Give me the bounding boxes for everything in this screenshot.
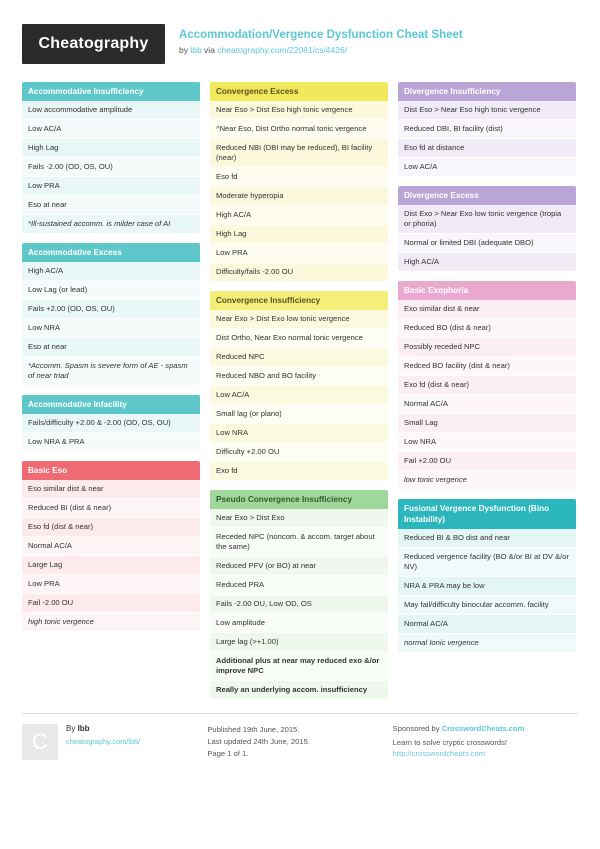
byline — [179, 45, 463, 55]
page-header — [22, 24, 578, 68]
table-row: Possibly receded NPC — [398, 338, 576, 357]
table-row: High AC/A — [210, 206, 388, 225]
table-row: Eso similar dist & near — [22, 480, 200, 499]
cheatography-logo: Cheatography — [22, 24, 165, 64]
card-title: Basic Eso — [22, 461, 200, 480]
table-row: Reduced PFV (or BO) at near — [210, 557, 388, 576]
card-title: Convergence Excess — [210, 82, 388, 101]
table-row: Dist Exo > Near Exo low tonic vergence (tropia or phoria) — [398, 205, 576, 234]
table-row: Difficulty/fails -2.00 OU — [210, 263, 388, 281]
table-row: Reduced NBO and BO facility — [210, 367, 388, 386]
table-row: Reduced NBI (DBI may be reduced), BI facility (near) — [210, 139, 388, 168]
card-title: Accommodative Insufficiency — [22, 82, 200, 101]
card-title: Basic Exophoria — [398, 281, 576, 300]
byline-prefix: by — [179, 45, 191, 55]
table-row: Eso fd (dist & near) — [22, 518, 200, 537]
table-row: Eso at near — [22, 338, 200, 357]
table-row: Exo similar dist & near — [398, 300, 576, 319]
table-row: Eso fd at distance — [398, 139, 576, 158]
footer-author: lbb — [77, 724, 90, 733]
card-convergence-insufficiency — [210, 291, 388, 480]
table-row: Low NRA — [398, 433, 576, 452]
table-row: Large Lag — [22, 556, 200, 575]
table-row: Fails/difficulty +2.00 & -2.00 (OD, OS, OU) — [22, 414, 200, 433]
footer-sponsor-line — [393, 724, 568, 733]
table-row: NRA & PRA may be low — [398, 577, 576, 596]
byline-via: via — [201, 45, 218, 55]
table-row-note: *Ill-sustained accomm. is milder case of AI — [22, 215, 200, 233]
table-row: ^Near Eso, Dist Ortho normal tonic vergence — [210, 120, 388, 139]
card-title: Accommodative Infacility — [22, 395, 200, 414]
card-title: Convergence Insufficiency — [210, 291, 388, 310]
card-title: Divergence Insufficiency — [398, 82, 576, 101]
table-row: High AC/A — [398, 253, 576, 271]
author-link[interactable]: lbb — [190, 45, 202, 55]
card-pseudo-convergence-insufficiency — [210, 490, 388, 699]
table-row-highlight: Additional plus at near may reduced exo &/or improve NPC — [210, 652, 388, 681]
table-row: Reduced PRA — [210, 576, 388, 595]
table-row: Difficulty +2.00 OU — [210, 443, 388, 462]
footer-author-text — [66, 724, 140, 746]
footer-sponsor-prefix: Sponsored by — [392, 724, 442, 733]
table-row: Low PRA — [210, 244, 388, 263]
table-row: High Lag — [210, 225, 388, 244]
table-row: Normal AC/A — [22, 537, 200, 556]
table-row: Low PRA — [22, 177, 200, 196]
table-row: Fail -2.00 OU — [22, 594, 200, 613]
table-row: Low accommodative amplitude — [22, 101, 200, 120]
column-3 — [398, 82, 576, 652]
table-row: Reduced BI & BO dist and near — [398, 529, 576, 548]
column-2 — [210, 82, 388, 699]
table-row-note: low tonic vergence — [398, 471, 576, 489]
card-title: Accommodative Excess — [22, 243, 200, 262]
table-row-note: *Accomm. Spasm is severe form of AE - spasm of near triad — [22, 357, 200, 385]
table-row: Reduced BI (dist & near) — [22, 499, 200, 518]
table-row: Normal AC/A — [398, 615, 576, 634]
footer-sponsor-tagline: Learn to solve cryptic crosswords! — [392, 738, 508, 747]
footer-sponsor-brand: CrosswordCheats.com — [441, 724, 525, 733]
table-row: Low AC/A — [22, 120, 200, 139]
footer-publish-block — [207, 724, 382, 760]
table-row: Near Exo > Dist Exo low tonic vergence — [210, 310, 388, 329]
table-row: Fail +2.00 OU — [398, 452, 576, 471]
card-accommodative-insufficiency — [22, 82, 200, 233]
table-row: Redced BO facility (dist & near) — [398, 357, 576, 376]
table-row-note: high tonic vergence — [22, 613, 200, 631]
table-row: Dist Ortho, Near Exo normal tonic vergence — [210, 329, 388, 348]
footer-published: Published 19th June, 2015. — [207, 725, 300, 734]
card-basic-eso — [22, 461, 200, 631]
footer-by-label: By — [66, 724, 78, 733]
card-accommodative-excess — [22, 243, 200, 385]
footer-sponsor-block — [393, 724, 568, 760]
table-row: Receded NPC (noncom. & accom. target about the same) — [210, 528, 388, 557]
table-row: Near Exo > Dist Exo — [210, 509, 388, 528]
table-row: Low PRA — [22, 575, 200, 594]
title-block — [179, 24, 463, 55]
table-row: Eso fd — [210, 168, 388, 187]
table-row: Reduced DBI, BI facility (dist) — [398, 120, 576, 139]
card-title: Fusional Vergence Dysfunction (Bino Instability) — [398, 499, 576, 529]
source-link[interactable]: cheatography.com/22081/cs/4426/ — [217, 45, 348, 55]
footer-updated: Last updated 24th June, 2015. — [207, 737, 310, 746]
footer-sponsor-link[interactable]: http://crosswordcheats.com — [392, 749, 486, 758]
table-row: Fails +2.00 (OD, OS, OU) — [22, 300, 200, 319]
table-row-note: normal Ionic vergence — [398, 634, 576, 652]
page-title: Accommodation/Vergence Dysfunction Cheat Sheet — [179, 29, 463, 41]
footer-page-number: Page 1 of 1. — [207, 749, 249, 758]
table-row: Fails -2.00 (OD, OS, OU) — [22, 158, 200, 177]
table-row: Eso at near — [22, 196, 200, 215]
table-row: Near Eso > Dist Eso high tonic vergence — [210, 101, 388, 120]
page-footer — [22, 713, 578, 760]
table-row: Exo fd — [210, 462, 388, 480]
footer-author-block — [22, 724, 197, 760]
card-divergence-excess — [398, 186, 576, 271]
table-row: Low AC/A — [210, 386, 388, 405]
footer-author-link[interactable]: cheatography.com/lbb/ — [66, 737, 141, 746]
table-row: Low NRA — [22, 319, 200, 338]
card-fusional-vergence-dysfunction — [398, 499, 576, 652]
table-row: Exo fd (dist & near) — [398, 376, 576, 395]
table-row: Low Lag (or lead) — [22, 281, 200, 300]
table-row: High AC/A — [22, 262, 200, 281]
card-divergence-insufficiency — [398, 82, 576, 176]
content-columns — [22, 82, 578, 699]
table-row: High Lag — [22, 139, 200, 158]
table-row: Normal or limited DBI (adequate DBO) — [398, 234, 576, 253]
table-row: Dist Eso > Near Eso high tonic vergence — [398, 101, 576, 120]
table-row: Fails -2.00 OU, Low OD, OS — [210, 595, 388, 614]
table-row: Small Lag — [398, 414, 576, 433]
table-row: Low NRA — [210, 424, 388, 443]
table-row: Moderate hyperopia — [210, 187, 388, 206]
table-row: Reduced BO (dist & near) — [398, 319, 576, 338]
table-row: Low AC/A — [398, 158, 576, 176]
card-basic-exophoria — [398, 281, 576, 489]
table-row: Small lag (or plano) — [210, 405, 388, 424]
table-row: May fail/difficulty binocular accomm. facility — [398, 596, 576, 615]
table-row: Normal AC/A — [398, 395, 576, 414]
table-row: Low NRA & PRA — [22, 433, 200, 451]
card-title: Pseudo Convergence Insufficiency — [210, 490, 388, 509]
avatar: C — [22, 724, 58, 760]
table-row-highlight: Really an underlying accom. insufficiency — [210, 681, 388, 699]
table-row: Reduced vergence facility (BO &/or BI at DV &/or NV) — [398, 548, 576, 577]
card-accommodative-infacility — [22, 395, 200, 451]
card-title: Divergence Excess — [398, 186, 576, 205]
footer-author-name — [66, 724, 140, 733]
column-1 — [22, 82, 200, 631]
table-row: Large lag (>+1.00) — [210, 633, 388, 652]
table-row: Low amplitude — [210, 614, 388, 633]
card-convergence-excess — [210, 82, 388, 281]
table-row: Reduced NPC — [210, 348, 388, 367]
